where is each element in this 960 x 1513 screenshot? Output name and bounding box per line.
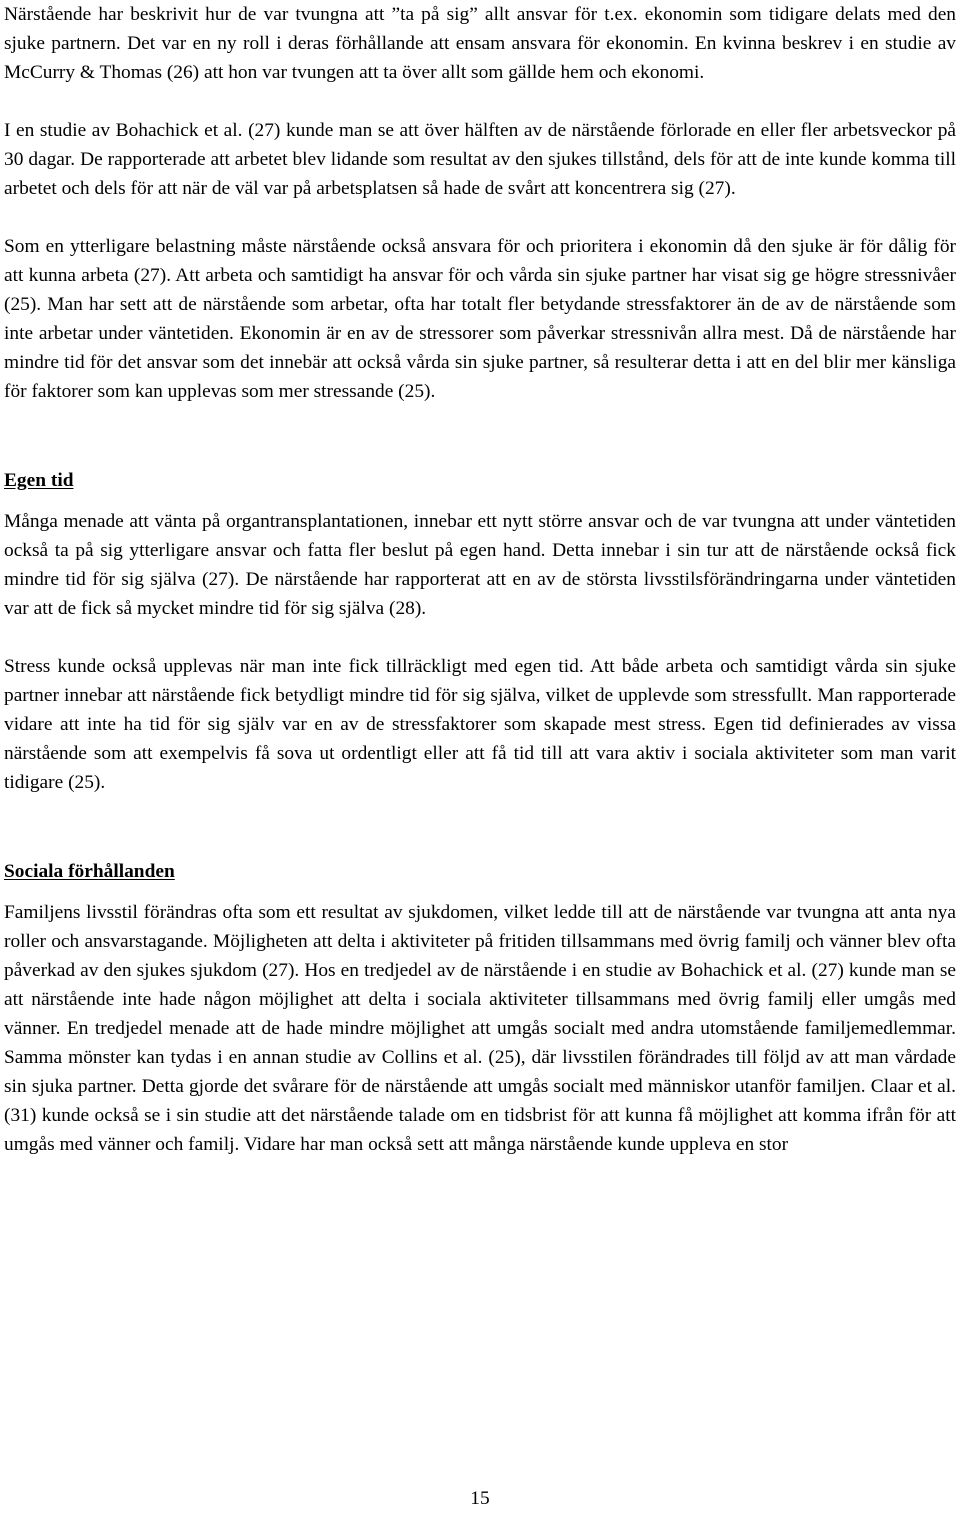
paragraph-stress-egen-tid: Stress kunde också upplevas när man inte fick tillräckligt med egen tid. Att både arbeta och samtidigt vårda sin sjuke partner innebar att närstående fick betydligt mindre tid för sig själva, vilket de upplevde som stressfullt. Man rapporterade vidare att inte ha tid för sig själv var en av de stressfaktorer som skapade mest stress. Egen tid definierades av vissa närstående som att exempelvis få sova ut ordentligt eller att få tid till att vara aktiv i sociala aktiviteter som man varit tidigare (25).: [4, 656, 956, 793]
document-page: [4, 0, 956, 1159]
paragraph-ekonomi-ansvar: Närstående har beskrivit hur de var tvungna att ”ta på sig” allt ansvar för t.ex. ekonomin som tidigare delats med den sjuke partnern. Det var en ny roll i deras förhållande att ensam ansvara för ekonomin. En kvinna beskrev i en studie av McCurry & Thomas (26) att hon var tvungen att ta över allt som gällde hem och ekonomi.: [4, 4, 956, 83]
paragraph-arbetsveckor: I en studie av Bohachick et al. (27) kunde man se att över hälften av de närstående förlorade en eller fler arbetsveckor på 30 dagar. De rapporterade att arbetet blev lidande som resultat av den sjukes tillstånd, dels för att de inte kunde komma till arbetet och dels för att när de väl var på arbetsplatsen så hade de svårt att koncentrera sig (27).: [4, 120, 956, 199]
paragraph-familjens-livsstil: Familjens livsstil förändras ofta som ett resultat av sjukdomen, vilket ledde till att de närstående var tvungna att anta nya roller och ansvarstagande. Möjligheten att delta i aktiviteter på fritiden tillsammans med övrig familj och vänner blev ofta påverkad av den sjukes sjukdom (27). Hos en tredjedel av de närstående i en studie av Bohachick et al. (27) kunde man se att närstående inte hade någon möjlighet att delta i sociala aktiviteter tillsammans med övrig familj eller umgås med vänner. En tredjedel menade att de hade mindre möjlighet att umgås socialt med andra utomstående familjemedlemmar. Samma mönster kan tydas i en annan studie av Collins et al. (25), där livsstilen förändrades till följd av att man vårdade sin sjuka partner. Detta gjorde det svårare för de närstående att umgås socialt med människor utanför familjen. Claar et al. (31) kunde också se i sin studie att det närstående talade om en tidsbrist för att kunna få möjlighet att komma ifrån för att umgås med vänner och familj. Vidare har man också sett att många närstående kunde uppleva en stor: [4, 902, 956, 1155]
page-number: 15: [470, 1488, 490, 1509]
section-heading-sociala-forhallanden: Sociala förhållanden: [4, 861, 175, 882]
paragraph-vantetid-ansvar: Många menade att vänta på organtransplantationen, innebar ett nytt större ansvar och de var tvungna att under väntetiden också ta på sig ytterligare ansvar och fatta fler beslut på egen hand. Detta innebar i sin tur att de närstående också fick mindre tid för sig själva (27). De närstående har rapporterat att en av de största livsstilsförändringarna under väntetiden var att de fick så mycket mindre tid för sig själva (28).: [4, 511, 956, 619]
paragraph-stressnivaer: Som en ytterligare belastning måste närstående också ansvara för och prioritera i ekonomin då den sjuke är för dålig för att kunna arbeta (27). Att arbeta och samtidigt ha ansvar för och vårda sin sjuke partner har visat sig ge högre stressnivåer (25). Man har sett att de närstående som arbetar, ofta har totalt fler betydande stressfaktorer än de av de närstående som inte arbetar under väntetiden. Ekonomin är en av de stressorer som påverkar stressnivån allra mest. Då de närstående har mindre tid för det ansvar som det innebär att också vårda sin sjuke partner, så resulterar detta i att en del blir mer känsliga för faktorer som kan upplevas som mer stressande (25).: [4, 236, 956, 402]
section-heading-egen-tid: Egen tid: [4, 470, 74, 491]
